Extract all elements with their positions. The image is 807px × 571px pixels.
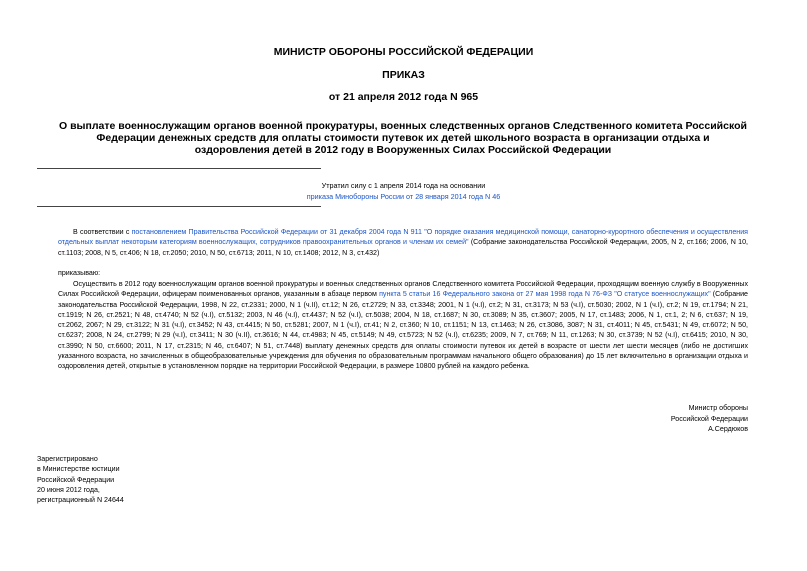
signature-block [671,403,748,435]
signature-name: А.Сердюков [708,425,748,434]
signature-title-2: Российской Федерации [670,414,748,423]
document-subject: О выплате военнослужащим органов военной прокуратуры, военных следственных органов Следственного комитета Российской Федерации денежных средств для оплаты стоимости путевок их детей школьного возраста в организации отдыха и оздоровления детей в 2012 году в Вооруженных Силах Российской Федерации [59,120,747,156]
preamble-paragraph: В соответствии с постановлением Правительства Российской Федерации от 31 декабря 2004 года N 911 "О порядке оказания медицинской помощи, санаторно-курортного обеспечения и осуществления отдельных выплат некоторым категориям военнослужащих, сотрудников правоохранительных органов и членам их семей" (Собрание законодательства Российской Федерации, 2005, N 2, ст.166; 2006, N 10, ст.1103; 2008, N 5, ст.406; N 18, ст.2050; 2010, N 50, ст.6713; 2011, N 10, ст.1408; 2012, N 3, ст.432) [58,228,748,257]
federal-law-link[interactable]: пункта 5 статьи 16 Федерального закона от 27 мая 1998 года N 76-ФЗ "О статусе военнослужащих" [379,290,711,299]
registration-block: Зарегистрировано в Министерстве юстиции Российской Федерации 20 июня 2012 года, регистрационный N 24644 [37,455,124,505]
document-date-number: от 21 апреля 2012 года N 965 [328,91,479,103]
order-word: приказываю: [58,269,101,277]
document-type: ПРИКАЗ [382,69,425,81]
government-decree-link[interactable]: постановлением Правительства Российской Федерации от 31 декабря 2004 года N 911 "О порядке оказания медицинской помощи, санаторно-курортного обеспечения и осуществления отдельных выплат некоторым категориям военнослужащих, сотрудников правоохранительных органов и членам их семей" [58,228,748,247]
ministry-title: МИНИСТР ОБОРОНЫ РОССИЙСКОЙ ФЕДЕРАЦИИ [273,46,534,58]
status-note: Утратил силу с 1 апреля 2014 года на основании [321,181,486,190]
order-paragraph: Осуществить в 2012 году военнослужащим органов военной прокуратуры и военных следственных органов Следственного комитета Российской Федерации, проходящим военную службу в Вооруженных Силах Российской Федерации, офицерам поименованных органов, указанным в абзаце первом пункта 5 статьи 16 Федерального закона от 27 мая 1998 года N 76-ФЗ "О статусе военнослужащих" (Собрание законодательства Российской Федерации, 1998, N 22, ст.2331; 2000, N 1 (ч.II), ст.12; N 26, ст.2729; N 33, ст.3348; 2001, N 1 (ч.I), ст.2; N 31, ст.3173; N 53 (ч.I), ст.5030; 2002, N 1 (ч.I), ст.2; N 19, ст.1794; N 21, ст.1919; N 26, ст.2521; N 48, ст.4740; N 52 (ч.I), ст.5132; 2003, N 46 (ч.I), ст.4437; N 52 (ч.I), ст.5038; 2004, N 18, ст.1687; N 30, ст.3089; N 35, ст.3607; 2005, N 17, ст.1483; 2006, N 1, ст.1, 2; N 6, ст.637; N 19, ст.2062, 2067; N 29, ст.3122; N 31 (ч.I), ст.3452; N 43, ст.4415; N 50, ст.5281; 2007, N 1 (ч.I), ст.41; N 2, ст.360; N 10, ст.1151; N 13, ст.1463; N 26, ст.3086, 3087; N 31, ст.4011; N 45, ст.5431; N 49, ст.6072; N 50, ст.6237; 2008, N 24, ст.2799; N 29 (ч.I), ст.3411; N 30 (ч.II), ст.3616; N 44, ст.4983; N 45, ст.5149; N 49, ст.5723; N 52 (ч.I), ст.6235; 2009, N 7, ст.769; N 11, ст.1263; N 30, ст.3739; N 52 (ч.I), ст.6415; 2010, N 30, ст.3990; N 50, ст.6600; 2011, N 17, ст.2315; N 46, ст.6407; N 51, ст.7448) выплату денежных средств для оплаты стоимости путевок их детей в возрасте от шести лет шести месяцев (либо не достигших указанного возраста, но зачисленных в общеобразовательные учреждения для обучения по образовательным программам начального общего образования) до 15 лет включительно в организации отдыха и оздоровления детей, открытые в установленном порядке на территории Российской Федерации, в размере 10800 рублей на каждого ребенка. [58,280,749,371]
divider-bottom [37,206,321,207]
repeal-order-link[interactable]: приказа Минобороны России от 28 января 2014 года N 46 [306,192,501,201]
divider-top [37,168,321,169]
signature-title-1: Министр обороны [688,404,748,412]
